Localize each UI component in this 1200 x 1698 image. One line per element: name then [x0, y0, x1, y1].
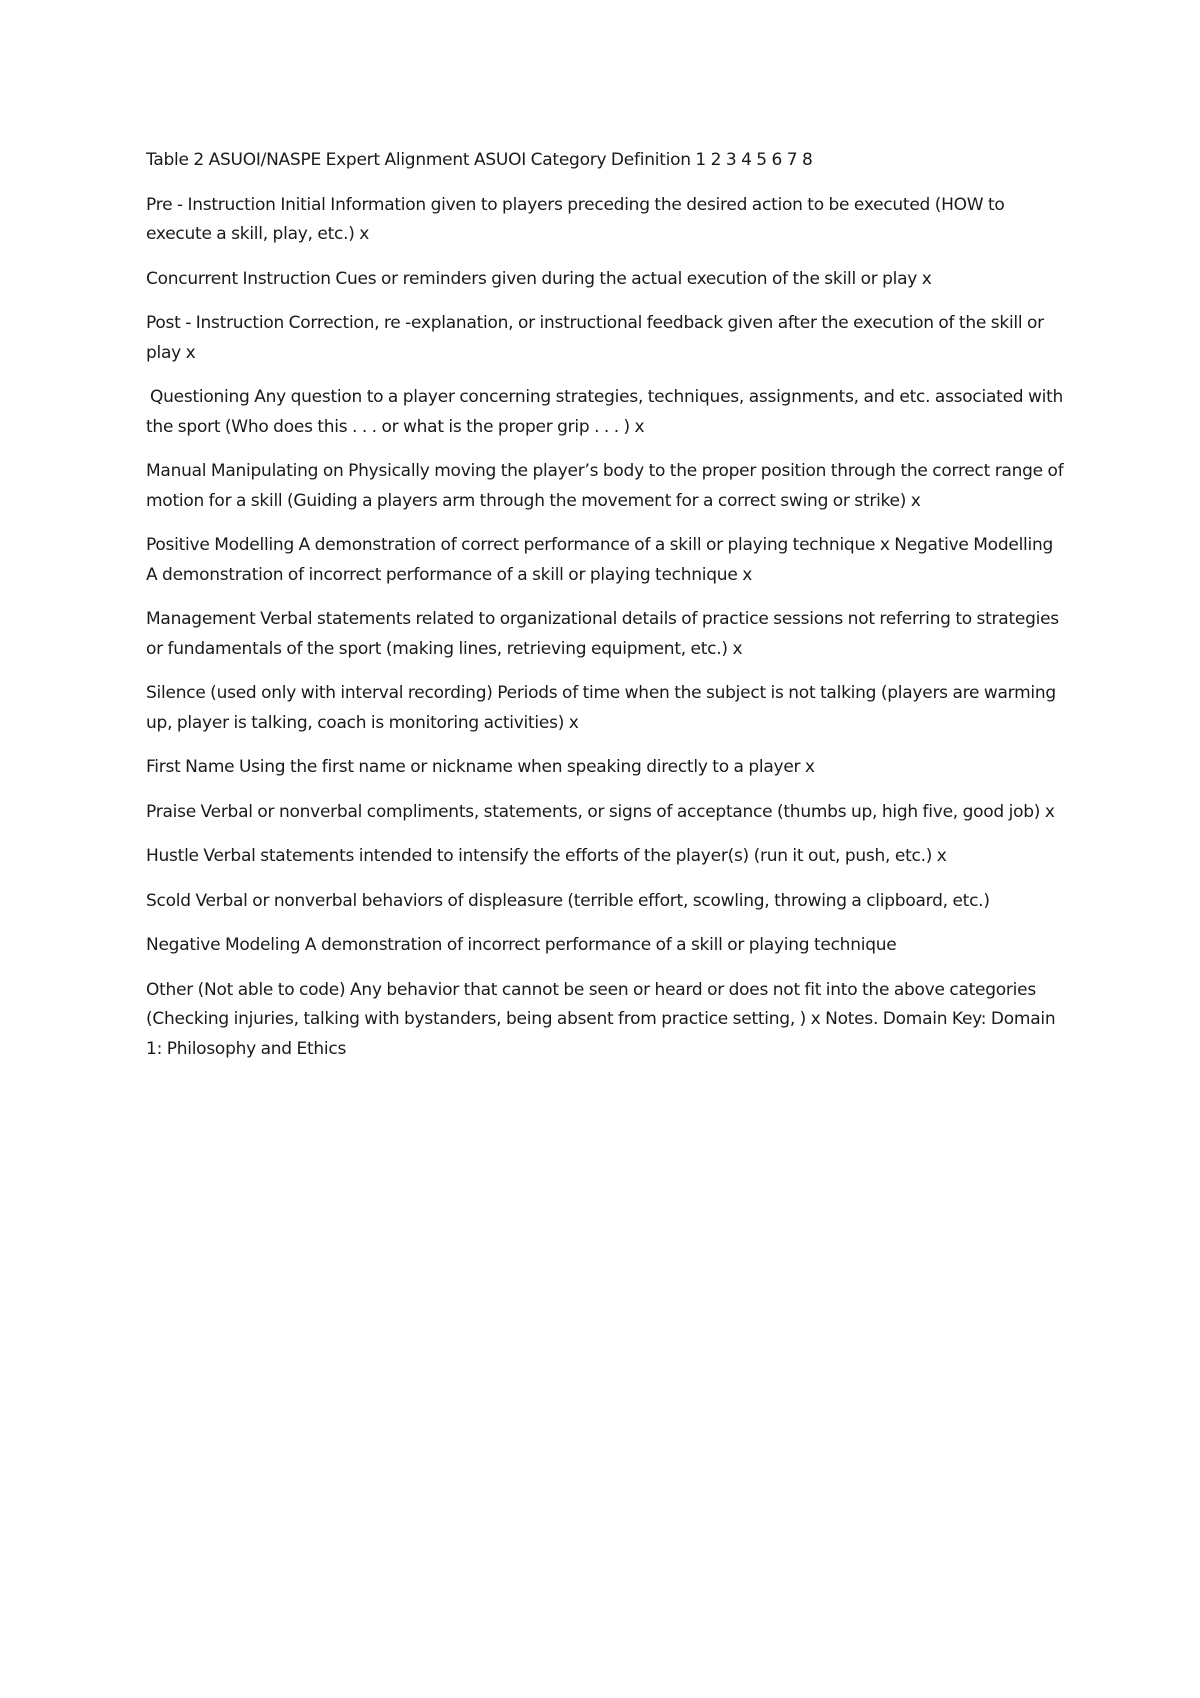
paragraph-manual-manipulation: Manual Manipulating on Physically moving the player’s body to the proper position through the correct range of motion for a skill (Guiding a players arm through the movement for a correct swing or strike) x — [146, 461, 1064, 511]
paragraph-silence: Silence (used only with interval recording) Periods of time when the subject is not talking (players are warming up, player is talking, coach is monitoring activities) x — [146, 683, 1056, 733]
paragraph-management: Management Verbal statements related to organizational details of practice sessions not referring to strategies or fundamentals of the sport (making lines, retrieving equipment, etc.) x — [146, 609, 1059, 659]
paragraph-praise: Praise Verbal or nonverbal compliments, statements, or signs of acceptance (thumbs up, high five, good job) x — [146, 801, 1055, 822]
table-caption: Table 2 ASUOI/NASPE Expert Alignment ASUOI Category Definition 1 2 3 4 5 6 7 8 — [146, 150, 813, 170]
paragraph-pre-instruction: Pre - Instruction Initial Information given to players preceding the desired action to be executed (HOW to execute a skill, play, etc.) x — [146, 194, 1005, 244]
paragraph-negative-modeling: Negative Modeling A demonstration of incorrect performance of a skill or playing technique — [146, 935, 897, 955]
paragraph-other: Other (Not able to code) Any behavior that cannot be seen or heard or does not fit into the above categories (Checking injuries, talking with bystanders, being absent from practice setting, ) x Notes. Domain Key: Domain 1: Philosophy and Ethics — [146, 979, 1056, 1059]
paragraph-questioning: Questioning Any question to a player concerning strategies, techniques, assignments, and etc. associated with the sport (Who does this . . . or what is the proper grip . . . ) x — [146, 387, 1064, 437]
paragraph-scold: Scold Verbal or nonverbal behaviors of displeasure (terrible effort, scowling, throwing a clipboard, etc.) — [146, 890, 990, 911]
paragraph-post-instruction: Post - Instruction Correction, re -explanation, or instructional feedback given after the execution of the skill or play x — [146, 313, 1044, 363]
document-body — [146, 146, 1066, 1079]
paragraph-hustle: Hustle Verbal statements intended to intensify the efforts of the player(s) (run it out, push, etc.) x — [146, 846, 947, 866]
paragraph-first-name: First Name Using the first name or nickname when speaking directly to a player x — [146, 757, 815, 777]
paragraph-concurrent-instruction: Concurrent Instruction Cues or reminders given during the actual execution of the skill or play x — [146, 268, 932, 289]
paragraph-modelling: Positive Modelling A demonstration of correct performance of a skill or playing technique x Negative Modelling A demonstration of incorrect performance of a skill or playing technique x — [146, 535, 1054, 585]
